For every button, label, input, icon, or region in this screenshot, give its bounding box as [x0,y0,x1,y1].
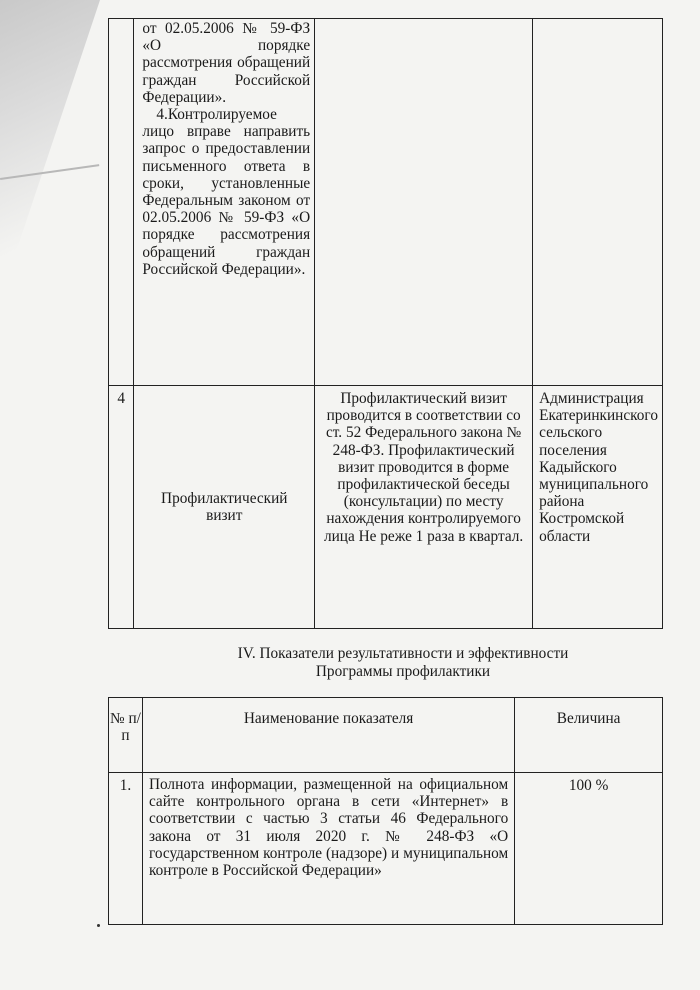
scan-speck [97,924,100,927]
header-value: Величина [515,698,663,773]
visit-responsible: Администрация Екатеринкинского сельского поселения Кадыйского муниципального района Костромской области [533,386,663,629]
cell-number-empty [109,19,134,386]
continued-text-part1: от 02.05.2006 № 59-ФЗ «О порядке рассмотрения обращений граждан Российской Федерации». [142,20,311,106]
table-header-row [109,698,663,773]
visit-name: Профилактический визит [134,386,315,629]
table-row [109,773,663,925]
continued-text-part2: 4.Контролируемое лицо вправе направить запрос о предоставлении письменного ответа в сроки, установленные Федеральным законом от 02.05.2006 № 59-ФЗ «О порядке рассмотрения обращений граждан Российской Федерации». [142,106,311,278]
table-row [109,19,663,386]
visit-description: Профилактический визит проводится в соответствии со ст. 52 Федерального закона № 248-ФЗ. Профилактический визит проводится в форме профилактической беседы (консультации) по месту нахождения контролируемого лица Не реже 1 раза в квартал. [315,386,533,629]
cell-continued-text [134,19,315,386]
indicator-value: 100 % [515,773,663,925]
page-fold-shadow [0,0,100,300]
cell-empty [315,19,533,386]
indicators-table [108,697,663,925]
header-number: № п/п [109,698,143,773]
section-heading [108,645,698,681]
header-name: Наименование показателя [142,698,514,773]
prevention-measures-table [108,18,663,629]
visit-number: 4 [109,386,134,629]
indicator-number: 1. [109,773,143,925]
cell-empty [533,19,663,386]
section-title-line1: IV. Показатели результативности и эффективности [237,645,569,662]
section-title-line2: Программы профилактики [315,663,491,680]
indicator-name: Полнота информации, размещенной на официальном сайте контрольного органа в сети «Интернет» в соответствии с частью 3 статьи 46 Федерального закона от 31 июля 2020 г. № 248-ФЗ «О государственном контроле (надзоре) и муниципальном контроле в Российской Федерации» [142,773,514,925]
table-row [109,386,663,629]
